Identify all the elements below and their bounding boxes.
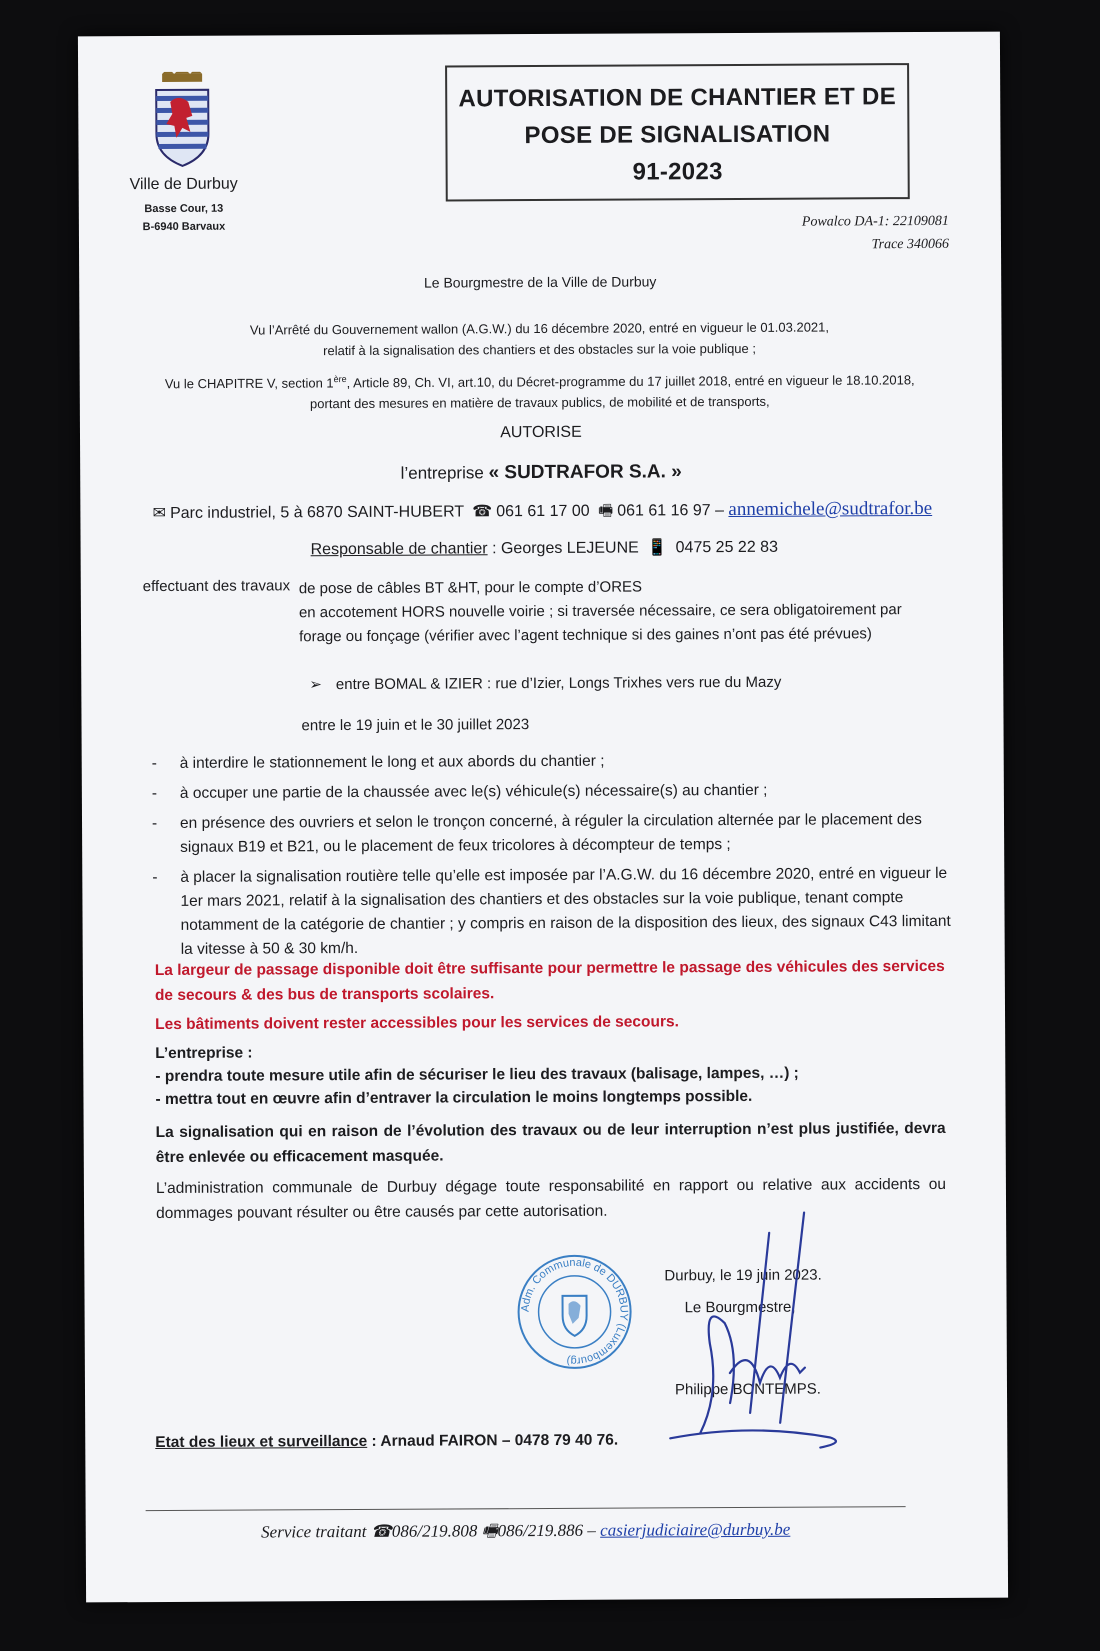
svg-text:Adm. Communale de DURBUY (Luxe: Adm. Communale de DURBUY (Luxembourg) bbox=[519, 1256, 630, 1367]
title-line-1: AUTORISATION DE CHANTIER ET DE bbox=[458, 83, 897, 113]
city-address bbox=[119, 200, 249, 237]
list-item: - à occuper une partie de la chaussée avec le(s) véhicule(s) nécessaire(s) au chantier ; bbox=[151, 781, 768, 803]
responsibility-paragraph: L’administration communale de Durbuy dégage toute responsabilité en rapport ou relative aux accidents ou dommages pouvant résulter ou être causés par cette autorisation. bbox=[155, 1175, 946, 1223]
obligations: L’entreprise : - prendra toute mesure utile afin de sécuriser le lieu des travaux (balisage, lampes, …) ; - mettra tout en œuvre afin d’entraver la circulation le moins longtemps possible. bbox=[155, 1044, 799, 1109]
company-email-link[interactable]: annemichele@sudtrafor.be bbox=[728, 497, 933, 521]
document-title bbox=[445, 63, 910, 201]
works-label: effectuant des travaux bbox=[142, 577, 291, 596]
warning-buildings: Les bâtiments doivent rester accessibles pour les services de secours. bbox=[155, 1013, 679, 1034]
footer-email-link[interactable]: casierjudiciaire@durbuy.be bbox=[600, 1519, 791, 1540]
mobile-phone-icon: 📱 bbox=[647, 539, 668, 557]
ref-powalco: Powalco DA-1: 22109081 bbox=[801, 213, 949, 230]
vu-chapitre bbox=[120, 366, 960, 416]
site-manager: Responsable de chantier : Georges LEJEUNE 📱 0475 25 22 83 bbox=[310, 538, 778, 559]
signalisation-paragraph: La signalisation qui en raison de l’évolution des travaux ou de leur interruption n’est plus justifiée, devra être enlevée ou efficacement masquée. bbox=[155, 1119, 946, 1167]
signature-role: Le Bourgmestre, bbox=[684, 1298, 796, 1317]
company-line: l’entreprise « SUDTRAFOR S.A. » bbox=[400, 461, 682, 484]
handwritten-signature-icon bbox=[629, 1192, 860, 1453]
vu2-line1: Vu le CHAPITRE V, section 1ère, Article 89, Ch. VI, art.10, du Décret-programme du 17 juillet 2018, entré en vigueur le 18.10.2018, bbox=[164, 372, 915, 392]
title-line-2: POSE DE SIGNALISATION bbox=[524, 120, 831, 150]
surveillance: Etat des lieux et surveillance : Arnaud FAIRON – 0478 79 40 76. bbox=[155, 1431, 619, 1452]
title-number: 91-2023 bbox=[632, 158, 723, 186]
letter-icon: ✉ bbox=[152, 504, 167, 523]
authorization-bullets bbox=[152, 748, 953, 968]
fax-icon: 🖷 bbox=[598, 502, 614, 520]
works-dates: entre le 19 juin et le 30 juillet 2023 bbox=[301, 716, 530, 735]
list-item: - à interdire le stationnement le long et aux abords du chantier ; bbox=[151, 752, 605, 773]
city-crest-icon bbox=[148, 72, 217, 170]
footer-divider bbox=[146, 1506, 906, 1511]
ref-trace: Trace 340066 bbox=[871, 236, 950, 253]
list-item: - en présence des ouvriers et selon le tronçon concerné, à réguler la circulation alternée par le placement des signaux B19 et B21, ou le placement de feux tricolores à décompteur de temps ; bbox=[151, 811, 922, 856]
signatory-name: Philippe BONTEMPS. bbox=[674, 1380, 821, 1399]
address-line-2: B-6940 Barvaux bbox=[142, 220, 226, 234]
autorise-heading: AUTORISE bbox=[500, 423, 582, 442]
fax-icon: 🖷 bbox=[481, 1521, 498, 1541]
phone-icon: ☎ bbox=[472, 503, 493, 521]
address-line-1: Basse Cour, 13 bbox=[144, 202, 224, 216]
document-page bbox=[78, 32, 1008, 1603]
authority: Le Bourgmestre de la Ville de Durbuy bbox=[423, 273, 657, 291]
works-description: de pose de câbles BT &HT, pour le compte d’ORES en accotement HORS nouvelle voirie ; si traversée nécessaire, ce sera obligatoirement par forage ou fonçage (vérifier avec l’agent technique si des gaines n’ont pas été prévues) bbox=[298, 578, 902, 646]
vu1-line2: relatif à la signalisation des chantiers et des obstacles sur la voie publique ; bbox=[323, 340, 757, 359]
vu2-line2: portant des mesures en matière de travaux publics, de mobilité et de transports, bbox=[309, 394, 770, 412]
vu-arrete bbox=[139, 316, 939, 362]
vu1-line1: Vu l’Arrêté du Gouvernement wallon (A.G.W.) du 16 décembre 2020, entré en vigueur le 01.03.2021, bbox=[249, 319, 830, 338]
footer: Service traitant ☎086/219.808 🖷086/219.886 – casierjudiciaire@durbuy.be bbox=[261, 1519, 791, 1542]
warning-passage: La largeur de passage disponible doit être suffisante pour permettre le passage des véhicules des services de secours & des bus de transports scolaires. bbox=[154, 957, 945, 1005]
works-location: ➢ entre BOMAL & IZIER : rue d’Izier, Longs Trixhes vers rue du Mazy bbox=[309, 673, 782, 694]
company-name: « SUDTRAFOR S.A. » bbox=[488, 461, 682, 484]
city-name: Ville de Durbuy bbox=[129, 175, 238, 194]
municipal-stamp-icon bbox=[514, 1252, 635, 1373]
company-contact: ✉ Parc industriel, 5 à 6870 SAINT-HUBERT ☎ 061 61 17 00 🖷 061 61 16 97 – annemichele@sudtrafor.be bbox=[120, 498, 960, 529]
arrow-icon: ➢ bbox=[309, 676, 322, 694]
signature-place-date: Durbuy, le 19 juin 2023. bbox=[664, 1266, 822, 1285]
phone-icon: ☎ bbox=[370, 1521, 392, 1541]
list-item: - à placer la signalisation routière telle qu’elle est imposée par l’A.G.W. du 16 décembre 2020, entré en vigueur le 1er mars 2021, relatif à la signalisation des chantiers et des obstacles sur la voie publique, tenant compte notamment de la catégorie de chantier ; y compris en raison de la disposition des lieux, des signaux C43 limitant la vitesse à 50 & 30 km/h. bbox=[152, 864, 951, 958]
